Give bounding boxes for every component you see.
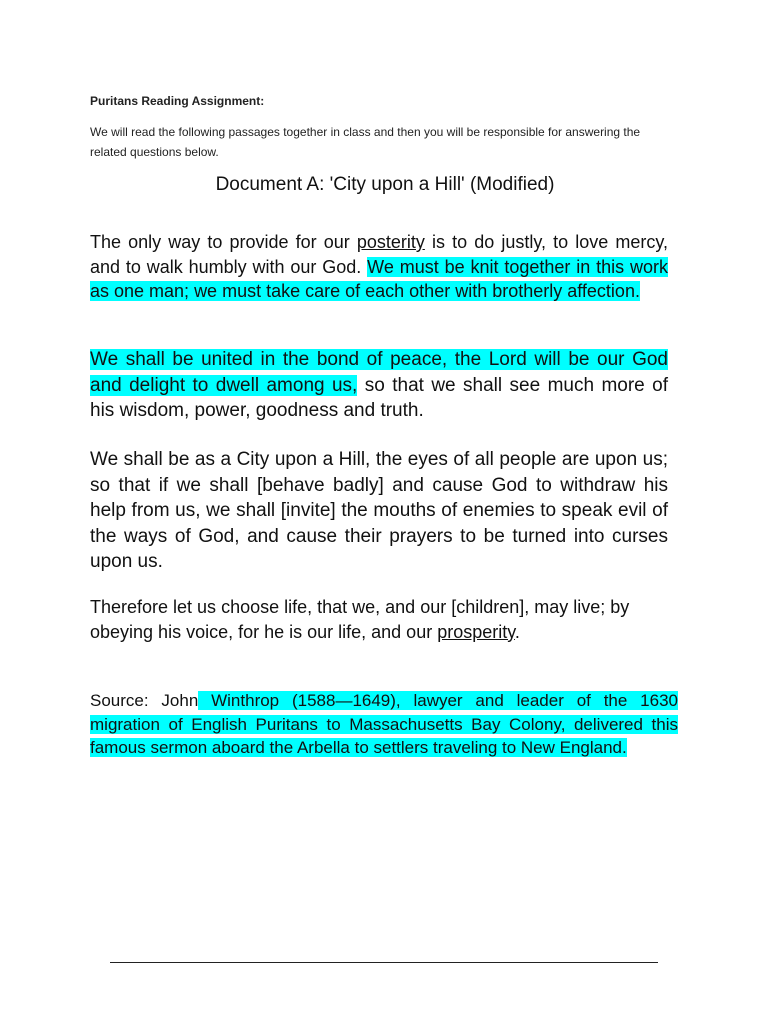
paragraph-text: . [514, 621, 520, 642]
assignment-title: Puritans Reading Assignment: [90, 94, 265, 108]
paragraph-text: so that we shall see much more of his wisdom, power, goodness and truth. [90, 374, 668, 421]
paragraph-posterity [90, 230, 668, 304]
highlighted-text: Winthrop (1588—1649), lawyer and leader of the 1630 migration of English Puritans to Massachusetts Bay Colony, delivered this famous sermon aboard the Arbella to settlers traveling to New England. [90, 691, 678, 757]
source-citation [90, 689, 678, 760]
highlighted-text: We must be knit together in this work as one man; we must take care of each other with brotherly affection. [90, 256, 668, 301]
document-heading: Document A: 'City upon a Hill' (Modified) [215, 174, 555, 195]
highlighted-text: We shall be united in the bond of peace, the Lord will be our God and delight to dwell among us, [90, 349, 668, 396]
paragraph-city-upon-a-hill [90, 447, 668, 575]
underlined-word-prosperity: prosperity [437, 621, 515, 642]
paragraph-text: Therefore let us choose life, that we, and our [children], may live; by obeying his voice, for he is our life, and our [90, 597, 630, 642]
underlined-word-posterity: posterity [356, 232, 425, 252]
paragraph-text: The only way to provide for our [90, 232, 357, 252]
source-prefix: Source: John [90, 691, 199, 710]
paragraph-text: We shall be as a City upon a Hill, the eyes of all people are upon us; so that if we shall [behave badly] and cause God to withdraw his help from us, we shall [invite] the mouths of enemies to speak evil of the ways of God, and cause their prayers to be turned into curses upon us. [90, 449, 668, 572]
assignment-instructions: We will read the following passages together in class and then you will be responsible for answering the related questions below. [90, 125, 641, 159]
footer-divider [110, 962, 658, 963]
paragraph-text: is to do justly, to love mercy, and to walk humbly with our God. [90, 232, 668, 277]
paragraph-choose-life [90, 595, 670, 644]
paragraph-bond-of-peace [90, 347, 668, 424]
